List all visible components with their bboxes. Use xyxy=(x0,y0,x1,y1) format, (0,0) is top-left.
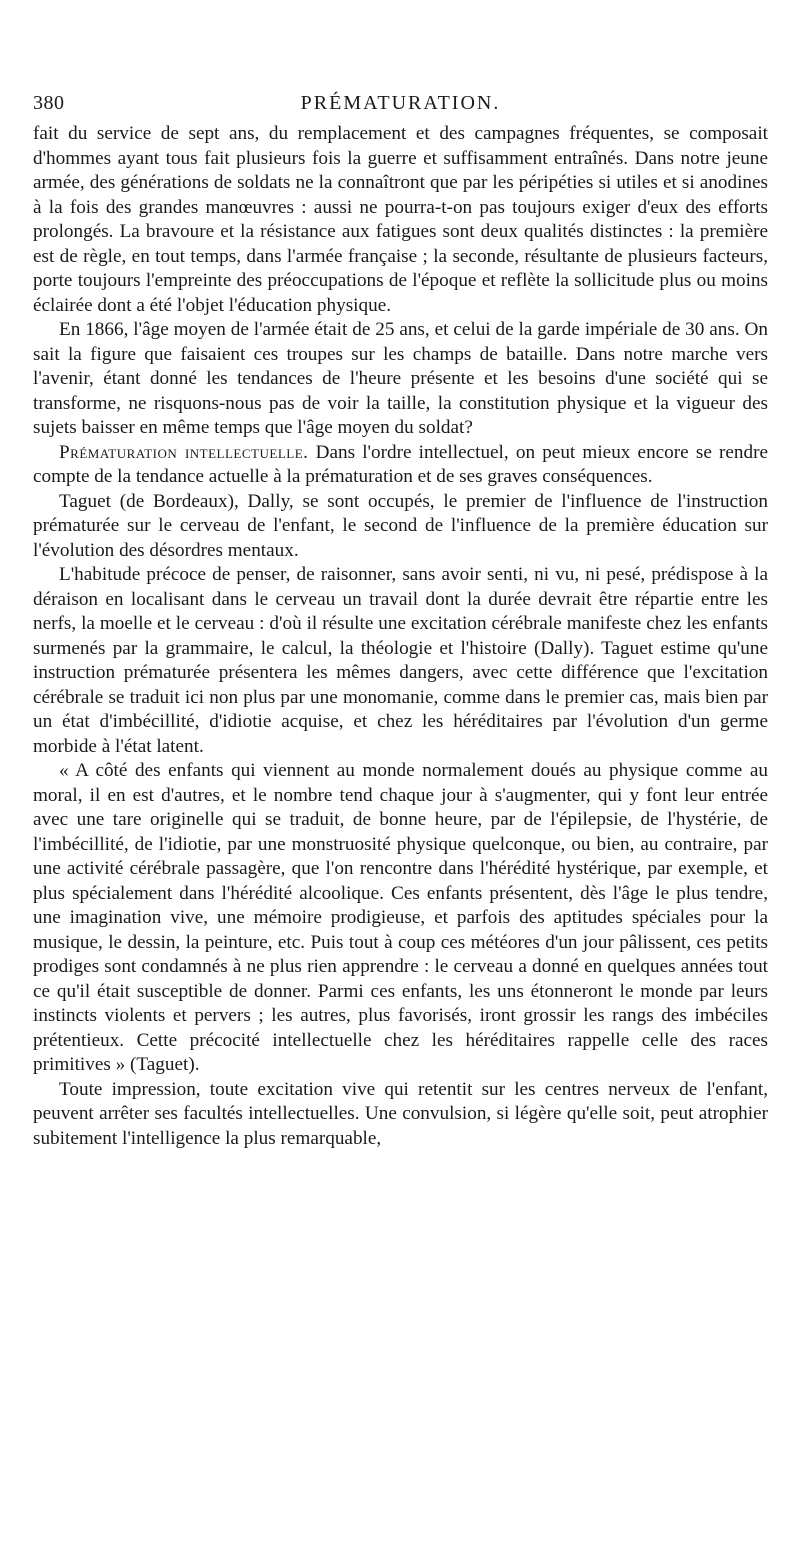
paragraph: Taguet (de Bordeaux), Dally, se sont occupés, le premier de l'influence de l'instruction prématurée sur le cerveau de l'enfant, le second de l'influence de la première éducation sur l'évolution des désordres mentaux. xyxy=(33,490,768,561)
paragraph-text: Dans l'ordre intellectuel, on peut mieux encore se rendre compte de la tendance actuelle à la prématuration et de ses graves conséquences. xyxy=(33,441,769,487)
running-title: PRÉMATURATION. xyxy=(300,92,501,114)
paragraph-quote: « A côté des enfants qui viennent au monde normalement doués au physique comme au moral, il en est d'autres, et le nombre tend chaque jour à s'augmenter, qui y font leur entrée avec une tare originelle qui se traduit, de bonne heure, par de l'épilepsie, de l'hystérie, de l'imbécillité, de l'idiotie, par une monstruosité physique quelconque, ou bien, au contraire, par une activité cérébrale passagère, que l'on rencontre dans l'hérédité hystérique, par exemple, et plus spécialement dans l'hérédité alcoolique. Ces enfants présentent, dès l'âge le plus tendre, une imagination vive, une mémoire prodigieuse, et parfois des aptitudes spéciales pour la musique, le dessin, la peinture, etc. Puis tout à coup ces météores d'un jour pâlissent, ces petits prodiges sont condamnés à ne plus rien apprendre : le cerveau a donné en quelques années tout ce qu'il était susceptible de donner. Parmi ces enfants, les uns étonneront le monde par leurs instincts violents et pervers ; les autres, plus favorisés, iront grossir les rangs des imbéciles prétentieux. Cette précocité intellectuelle chez les héréditaires rappelle celle des races primitives » (Taguet). xyxy=(33,760,768,1075)
paragraph: L'habitude précoce de penser, de raisonner, sans avoir senti, ni vu, ni pesé, prédispose à la déraison en localisant dans le cerveau un travail dont la durée devrait être répartie entre les nerfs, la moelle et le cerveau : d'où il résulte une excitation cérébrale manifeste chez les enfants surmenés par la grammaire, le calcul, la théologie et l'histoire (Dally). Taguet estime qu'une instruction prématurée présentera les mêmes dangers, avec cette différence que l'excitation cérébrale se traduit ici non plus par une monomanie, comme dans le premier cas, mais bien par un état d'imbécillité, d'idiotie acquise, et chez les héréditaires par l'évolution d'un germe morbide à l'état latent. xyxy=(33,564,768,757)
page-number: 380 xyxy=(33,92,65,114)
body-text xyxy=(33,122,768,1151)
paragraph-section-start xyxy=(33,441,768,490)
page-header xyxy=(33,92,768,122)
section-heading: Prématuration intellectuelle. xyxy=(59,441,309,463)
paragraph: Toute impression, toute excitation vive qui retentit sur les centres nerveux de l'enfant, peuvent arrêter ses facultés intellectuelles. Une convulsion, si légère qu'elle soit, peut atrophier subitement l'intelligence la plus remarquable, xyxy=(33,1078,768,1149)
paragraph: En 1866, l'âge moyen de l'armée était de 25 ans, et celui de la garde impériale de 30 ans. On sait la figure que faisaient ces troupes sur les champs de bataille. Dans notre marche vers l'avenir, étant donné les tendances de l'heure présente et les besoins d'une société qui se transforme, ne risquons-nous pas de voir la taille, la constitution physique et la vigueur des sujets baisser en même temps que l'âge moyen du soldat? xyxy=(33,319,768,438)
paragraph-continuation: fait du service de sept ans, du remplacement et des campagnes fréquentes, se composait d'hommes ayant tous fait plusieurs fois la guerre et suffisamment entraînés. Dans notre jeune armée, des générations de soldats ne la connaîtront que par les péripéties si utiles et si anodines à la fois des grandes manœuvres : aussi ne pourra-t-on pas toujours exiger d'eux des efforts prolongés. La bravoure et la résistance aux fatigues sont deux qualités distinctes : la première est de règle, en tout temps, dans l'armée française ; la seconde, résultante de plusieurs facteurs, porte toujours l'empreinte des préoccupations de l'époque et reflète la sollicitude plus ou moins éclairée dont a été l'objet l'éducation physique. xyxy=(33,123,768,316)
